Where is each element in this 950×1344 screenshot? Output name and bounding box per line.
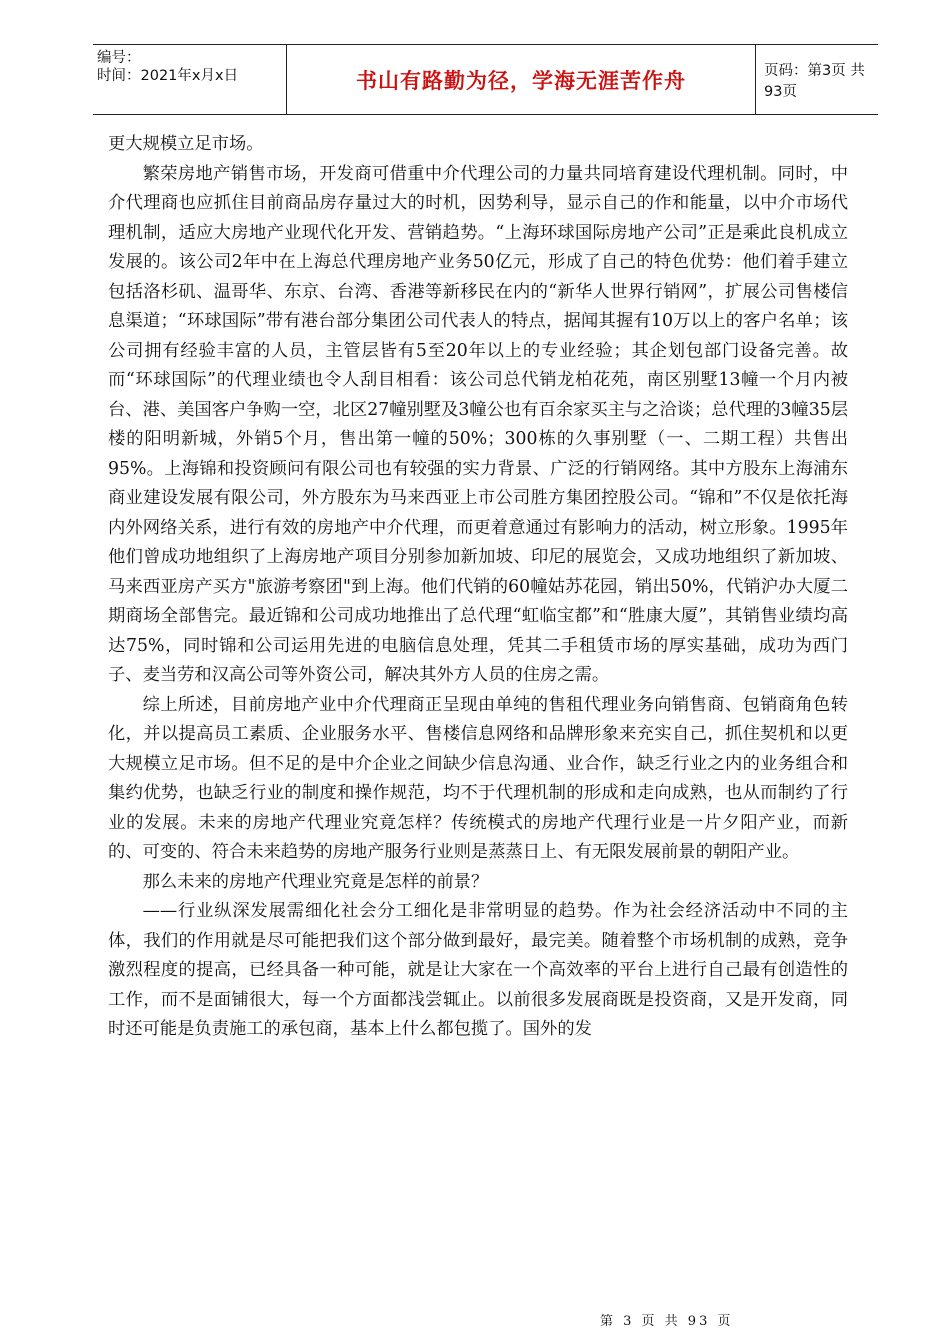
code-label: 编号： — [97, 50, 141, 66]
header-meta — [93, 45, 286, 114]
paragraph: ——行业纵深发展需细化社会分工细化是非常明显的趋势。作为社会经济活动中不同的主体，我们的作用就是尽可能把我们这个部分做到最好，最完美。随着整个市场机制的成熟，竞争激烈程度的提高，已经具备一种可能，就是让大家在一个高效率的平台上进行自己最有创造性的工作，而不是面铺很大，每一个方面都浅尝辄止。以前很多发展商既是投资商，又是开发商，同时还可能是负责施工的承包商，基本上什么都包揽了。国外的发 — [108, 901, 848, 1039]
page-footer: 第 3 页 共 93 页 — [600, 1314, 734, 1329]
paragraph: 那么未来的房地产代理业究竟是怎样的前景？ — [142, 871, 489, 892]
paragraph: 繁荣房地产销售市场，开发商可借重中介代理公司的力量共同培育建设代理机制。同时，中介代理商也应抓住目前商品房存量过大的时机，因势利导，显示自己的作和能量，以中介市场代理机制，适应大房地产业现代化开发、营销趋势。“上海环球国际房地产公司”正是乘此良机成立发展的。该公司2年中在上海总代理房地产业务50亿元，形成了自己的特色优势：他们着手建立包括洛杉矶、温哥华、东京、台湾、香港等新移民在内的“新华人世界行销网”，扩展公司售楼信息渠道；“环球国际”带有港台部分集团公司代表人的特点，据闻其握有10万以上的客户名单；该公司拥有经验丰富的人员，主管层皆有5至20年以上的专业经验；其企划包部门设备完善。故而“环球国际”的代理业绩也令人刮目相看：该公司总代销龙柏花苑，南区别墅13幢一个月内被台、港、美国客户争购一空，北区27幢别墅及3幢公也有百余家买主与之洽谈；总代理的3幢35层楼的阳明新城，外销5个月，售出第一幢的50%；300栋的久事别墅（一、二期工程）共售出95%。上海锦和投资顾问有限公司也有较强的实力背景、广泛的行销网络。其中方股东上海浦东商业建设发展有限公司，外方股东为马来西亚上市公司胜方集团控股公司。“锦和”不仅是依托海内外网络关系，进行有效的房地产中介代理，而更着意通过有影响力的活动，树立形象。1995年他们曾成功地组织了上海房地产项目分别参加新加坡、印尼的展览会，又成功地组织了新加坡、马来西亚房产买方"旅游考察团"到上海。他们代销的60幢姑苏花园，销出50%，代销沪办大厦二期商场全部售完。最近锦和公司成功地推出了总代理“虹临宝都”和“胜康大厦”，其销售业绩均高达75%，同时锦和公司运用先进的电脑信息处理，凭其二手租赁市场的厚实基础，成功为西门子、麦当劳和汉高公司等外资公司，解决其外方人员的住房之需。 — [108, 163, 848, 685]
header-page-label: 页码：第3页 共93页 — [764, 62, 865, 100]
header-motto: 书山有路勤为径，学海无涯苦作舟 — [356, 68, 686, 93]
paragraph-continuation: 更大规模立足市场。 — [108, 134, 264, 154]
header-page-cell — [756, 45, 878, 114]
paragraph: 综上所述，目前房地产业中介代理商正呈现由单纯的售租代理业务向销售商、包销商角色转化，并以提高员工素质、企业服务水平、售楼信息网络和品牌形象来充实自己，抓住契机和以更大规模立足市场。但不足的是中介企业之间缺少信息沟通、业合作，缺乏行业之内的业务组合和集约优势，也缺乏行业的制度和操作规范，均不于代理机制的形成和走向成熟，也从而制约了行业的发展。未来的房地产代理业究竟怎样？传统模式的房地产代理行业是一片夕阳产业，而新的、可变的、符合未来趋势的房地产服务行业则是蒸蒸日上、有无限发展前景的朝阳产业。 — [108, 694, 848, 862]
document-body — [108, 130, 848, 1045]
page-header — [93, 44, 878, 115]
header-motto-cell — [286, 45, 756, 114]
date-label: 时间：2021年x月x日 — [97, 68, 239, 84]
